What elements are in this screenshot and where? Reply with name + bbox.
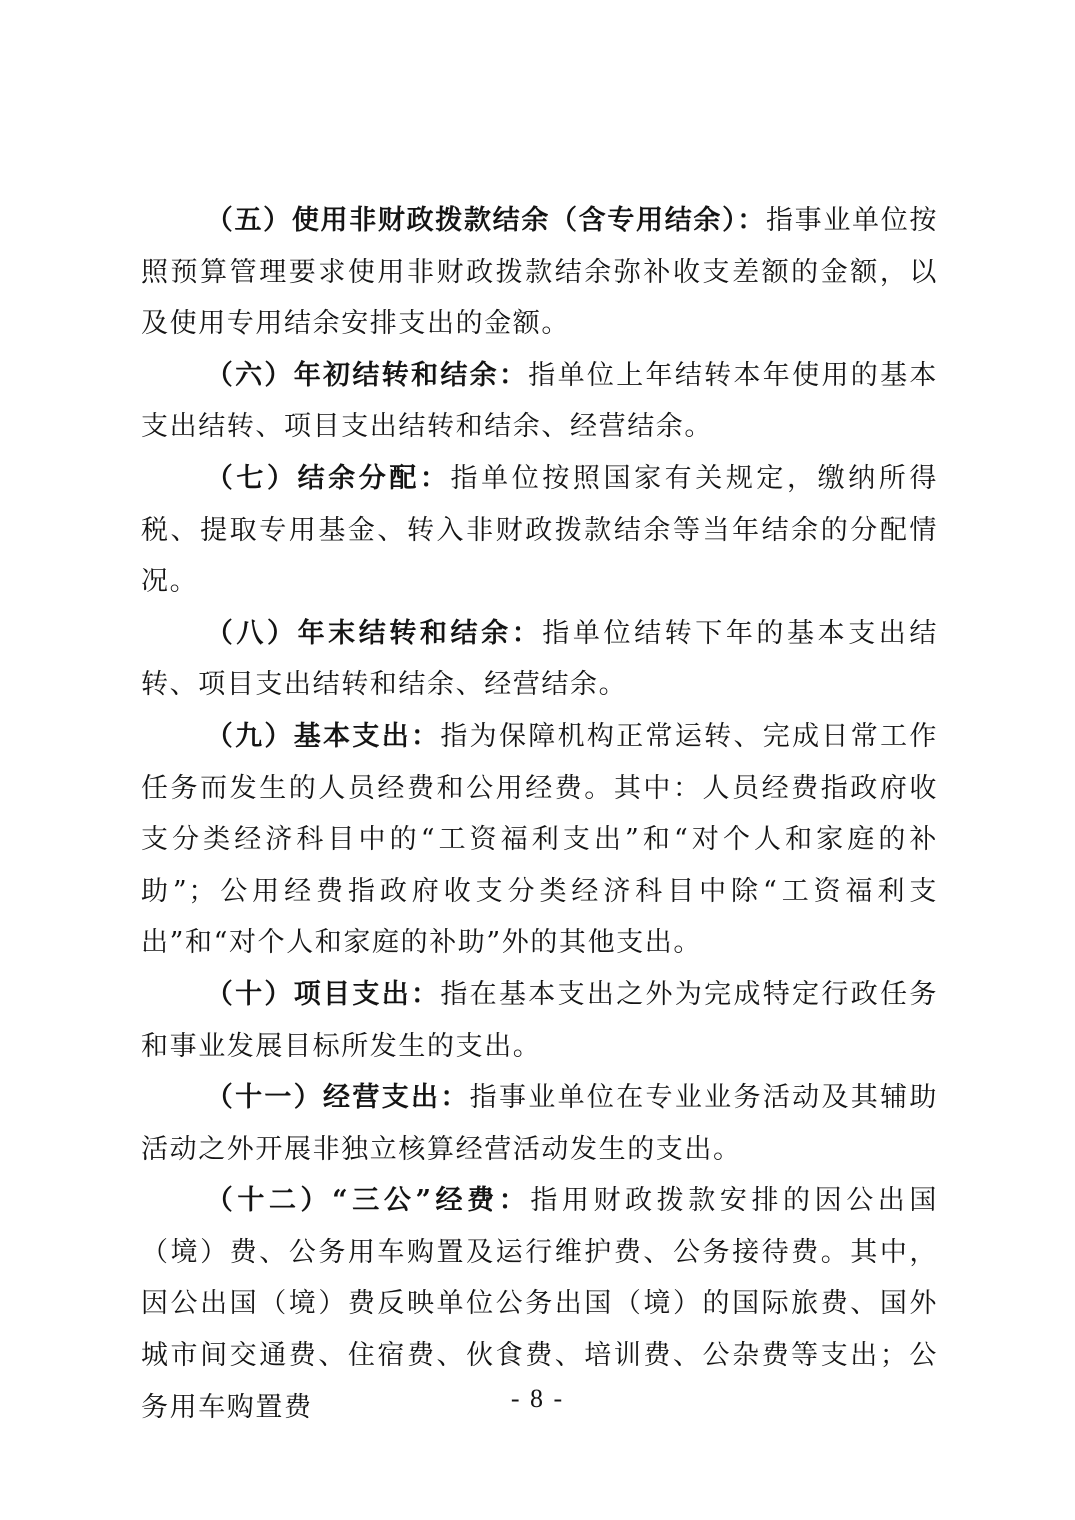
definition-11: 指事业单位在专业业务活动及其辅助活动之外开展非独立核算经营活动发生的支出。 (141, 1082, 938, 1165)
term-11: （十一）经营支出： (205, 1082, 470, 1114)
paragraph-11 (141, 1072, 938, 1175)
definition-6: 指单位上年结转本年使用的基本支出结转、项目支出结转和结余、经营结余。 (141, 359, 938, 443)
paragraph-10 (141, 969, 938, 1072)
definition-8: 指单位结转下年的基本支出结转、项目支出结转和结余、经营结余。 (141, 617, 938, 701)
paragraph-7 (141, 453, 938, 608)
term-6: （六）年初结转和结余： (205, 359, 529, 391)
term-7: （七）结余分配： (205, 462, 451, 494)
term-8: （八）年末结转和结余： (205, 617, 543, 649)
definition-10: 指在基本支出之外为完成特定行政任务和事业发展目标所发生的支出。 (141, 978, 938, 1062)
paragraph-5 (141, 195, 938, 350)
paragraph-9 (141, 711, 938, 969)
definition-12: 指用财政拨款安排的因公出国（境）费、公务用车购置及运行维护费、公务接待费。其中，因公出国（境）费反映单位公务出国（境）的国际旅费、国外城市间交通费、住宿费、伙食费、培训费、公杂费等支出；公务用车购置费 (141, 1185, 938, 1423)
definition-5: 指事业单位按照预算管理要求使用非财政拨款结余弥补收支差额的金额，以及使用专用结余安排支出的金额。 (141, 205, 939, 340)
definition-9: 指为保障机构正常运转、完成日常工作任务而发生的人员经费和公用经费。其中：人员经费指政府收支分类经济科目中的“工资福利支出”和“对个人和家庭的补助”；公用经费指政府收支分类经济科目中除“工资福利支出”和“对个人和家庭的补助”外的其他支出。 (141, 720, 938, 959)
paragraph-8 (141, 608, 938, 711)
term-10: （十）项目支出： (205, 978, 441, 1010)
paragraph-6 (141, 350, 938, 453)
term-9: （九）基本支出： (205, 720, 441, 752)
page-number: - 8 - (510, 1384, 565, 1413)
document-body (141, 195, 938, 1433)
term-5: （五）使用非财政拨款结余（含专用结余）： (205, 205, 766, 236)
definition-7: 指单位按照国家有关规定，缴纳所得税、提取专用基金、转入非财政拨款结余等当年结余的分配情况。 (141, 462, 938, 598)
term-12: （十二）“三公”经费： (205, 1185, 531, 1217)
